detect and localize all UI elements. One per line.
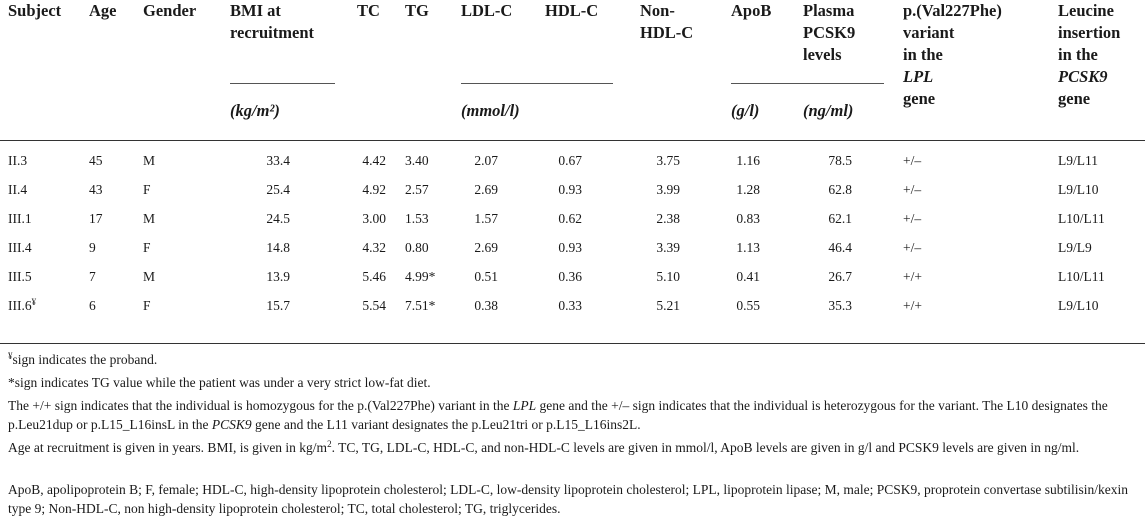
unit-bmi: (kg/m²) bbox=[230, 101, 280, 120]
cell-hdl: 0.93 bbox=[558, 182, 582, 197]
variant-note-b: gene and the +/– sign indicates that the individual is heterozygous for the variant. The L10 designates the p.Leu21dup or p.L15_L16insL in the bbox=[8, 398, 1108, 432]
cell-age: 6 bbox=[89, 298, 96, 313]
cell-gender: M bbox=[143, 269, 156, 284]
cell-leucine: L10/L11 bbox=[1058, 211, 1105, 226]
cell-gender: F bbox=[143, 240, 151, 255]
cell-hdl: 0.62 bbox=[558, 211, 582, 226]
unit-apob: (g/l) bbox=[731, 101, 760, 120]
cell-nonhdl: 3.75 bbox=[656, 153, 680, 168]
cell-ldl: 0.38 bbox=[474, 298, 498, 313]
cell-subject bbox=[8, 239, 32, 257]
header-variant-line5: gene bbox=[903, 89, 936, 108]
cell-tg: 1.53 bbox=[405, 211, 429, 226]
cell-leucine: L9/L10 bbox=[1058, 298, 1099, 313]
footnote-units bbox=[8, 438, 1138, 457]
cell-ldl: 2.69 bbox=[474, 182, 498, 197]
subject-id: III.5 bbox=[8, 269, 32, 284]
header-gender: Gender bbox=[143, 1, 197, 20]
cell-apob: 1.28 bbox=[736, 182, 760, 197]
cell-tc: 5.46 bbox=[362, 269, 386, 284]
table-bottom-rule bbox=[0, 343, 1145, 344]
subject-id: III.1 bbox=[8, 211, 32, 226]
header-age: Age bbox=[89, 1, 117, 20]
footnote-tg-star: *sign indicates TG value while the patient was under a very strict low-fat diet. bbox=[8, 375, 431, 390]
header-variant-line1: p.(Val227Phe) bbox=[903, 1, 1002, 20]
subject-id: III.4 bbox=[8, 240, 32, 255]
header-pcsk9-line2: PCSK9 bbox=[803, 23, 856, 42]
cell-subject bbox=[8, 297, 36, 315]
header-pcsk9-levels bbox=[803, 0, 855, 66]
cell-nonhdl: 5.10 bbox=[656, 269, 680, 284]
cell-variant: +/+ bbox=[903, 298, 922, 313]
cell-subject bbox=[8, 210, 32, 228]
cell-bmi: 24.5 bbox=[266, 211, 290, 226]
header-leucine bbox=[1058, 0, 1120, 110]
cell-apob: 1.16 bbox=[736, 153, 760, 168]
cell-pcsk9: 26.7 bbox=[828, 269, 852, 284]
header-bmi-line1: BMI at bbox=[230, 1, 281, 20]
header-leucine-line2: insertion bbox=[1058, 23, 1121, 42]
cell-tc: 3.00 bbox=[362, 211, 386, 226]
cell-tc: 4.92 bbox=[362, 182, 386, 197]
header-nonhdl-line1: Non- bbox=[640, 1, 675, 20]
cell-tc: 4.32 bbox=[362, 240, 386, 255]
cell-bmi: 13.9 bbox=[266, 269, 290, 284]
cell-ldl: 1.57 bbox=[474, 211, 498, 226]
header-bmi bbox=[230, 0, 314, 44]
units-note-b: . TC, TG, LDL-C, HDL-C, and non-HDL-C levels are given in mmol/l, ApoB levels are given in g/l and PCSK9 levels are given in ng/ml. bbox=[331, 440, 1080, 455]
cell-pcsk9: 35.3 bbox=[828, 298, 852, 313]
subject-id: II.4 bbox=[8, 182, 28, 197]
cell-pcsk9: 62.1 bbox=[828, 211, 852, 226]
proband-marker: ¥ bbox=[31, 297, 37, 307]
header-variant bbox=[903, 0, 1002, 110]
cell-ldl: 2.07 bbox=[474, 153, 498, 168]
header-bmi-line2: recruitment bbox=[230, 23, 314, 42]
cell-ldl: 0.51 bbox=[474, 269, 498, 284]
header-variant-line4: LPL bbox=[903, 67, 934, 86]
cell-variant: +/– bbox=[903, 153, 922, 168]
header-ldl: LDL-C bbox=[461, 1, 513, 20]
cell-age: 43 bbox=[89, 182, 103, 197]
cell-bmi: 25.4 bbox=[266, 182, 290, 197]
cell-nonhdl: 3.99 bbox=[656, 182, 680, 197]
cell-hdl: 0.67 bbox=[558, 153, 582, 168]
cell-hdl: 0.93 bbox=[558, 240, 582, 255]
cell-variant: +/+ bbox=[903, 269, 922, 284]
cell-gender: M bbox=[143, 153, 156, 168]
header-hdl: HDL-C bbox=[545, 1, 599, 20]
cell-tg: 4.99* bbox=[405, 269, 436, 284]
cell-tc: 4.42 bbox=[362, 153, 386, 168]
header-nonhdl-line2: HDL-C bbox=[640, 23, 694, 42]
lipid-unit-rule bbox=[461, 83, 613, 84]
cell-pcsk9: 78.5 bbox=[828, 153, 852, 168]
header-tg: TG bbox=[405, 1, 429, 20]
subject-id: II.3 bbox=[8, 153, 28, 168]
units-note-sup: 2 bbox=[327, 439, 332, 449]
cell-subject bbox=[8, 268, 32, 286]
cell-age: 9 bbox=[89, 240, 96, 255]
cell-age: 17 bbox=[89, 211, 103, 226]
header-nonhdl bbox=[640, 0, 693, 44]
cell-apob: 0.83 bbox=[736, 211, 760, 226]
cell-ldl: 2.69 bbox=[474, 240, 498, 255]
header-leucine-line3: in the bbox=[1058, 45, 1098, 64]
footnote-proband bbox=[8, 350, 157, 369]
cell-tg: 3.40 bbox=[405, 153, 429, 168]
cell-bmi: 15.7 bbox=[266, 298, 290, 313]
cell-variant: +/– bbox=[903, 211, 922, 226]
footnote-variant bbox=[8, 396, 1138, 434]
cell-nonhdl: 3.39 bbox=[656, 240, 680, 255]
header-leucine-line5: gene bbox=[1058, 89, 1091, 108]
cell-variant: +/– bbox=[903, 240, 922, 255]
cell-leucine: L9/L11 bbox=[1058, 153, 1098, 168]
unit-lipids: (mmol/l) bbox=[461, 101, 520, 120]
cell-gender: F bbox=[143, 298, 151, 313]
cell-age: 7 bbox=[89, 269, 96, 284]
header-tc: TC bbox=[357, 1, 380, 20]
variant-note-a: The +/+ sign indicates that the individual is homozygous for the p.(Val227Phe) variant in the bbox=[8, 398, 513, 413]
cell-subject bbox=[8, 181, 27, 199]
apob-pcsk9-unit-rule bbox=[731, 83, 884, 84]
header-variant-line2: variant bbox=[903, 23, 955, 42]
cell-pcsk9: 62.8 bbox=[828, 182, 852, 197]
cell-hdl: 0.33 bbox=[558, 298, 582, 313]
unit-pcsk9: (ng/ml) bbox=[803, 101, 854, 120]
variant-note-c: gene and the L11 variant designates the p.Leu21tri or p.L15_L16ins2L. bbox=[251, 417, 641, 432]
cell-age: 45 bbox=[89, 153, 103, 168]
cell-bmi: 14.8 bbox=[266, 240, 290, 255]
cell-tg: 2.57 bbox=[405, 182, 429, 197]
header-pcsk9-line1: Plasma bbox=[803, 1, 855, 20]
cell-apob: 0.41 bbox=[736, 269, 760, 284]
header-apob: ApoB bbox=[731, 1, 772, 20]
header-bottom-rule bbox=[0, 140, 1145, 141]
header-variant-line3: in the bbox=[903, 45, 943, 64]
cell-tc: 5.54 bbox=[362, 298, 386, 313]
cell-leucine: L9/L10 bbox=[1058, 182, 1099, 197]
cell-hdl: 0.36 bbox=[558, 269, 582, 284]
cell-tg: 0.80 bbox=[405, 240, 429, 255]
cell-apob: 0.55 bbox=[736, 298, 760, 313]
cell-gender: F bbox=[143, 182, 151, 197]
cell-variant: +/– bbox=[903, 182, 922, 197]
cell-gender: M bbox=[143, 211, 156, 226]
proband-text: sign indicates the proband. bbox=[12, 352, 158, 367]
proband-symbol: ¥ bbox=[8, 351, 13, 361]
cell-leucine: L10/L11 bbox=[1058, 269, 1105, 284]
subject-id: III.6 bbox=[8, 298, 32, 313]
variant-note-pcsk9: PCSK9 bbox=[211, 417, 252, 432]
cell-apob: 1.13 bbox=[736, 240, 760, 255]
cell-subject bbox=[8, 152, 27, 170]
bmi-unit-rule bbox=[230, 83, 335, 84]
cell-leucine: L9/L9 bbox=[1058, 240, 1092, 255]
header-leucine-line4: PCSK9 bbox=[1058, 67, 1108, 86]
cell-nonhdl: 2.38 bbox=[656, 211, 680, 226]
header-leucine-line1: Leucine bbox=[1058, 1, 1114, 20]
cell-pcsk9: 46.4 bbox=[828, 240, 852, 255]
cell-tg: 7.51* bbox=[405, 298, 436, 313]
header-subject: Subject bbox=[8, 1, 62, 20]
units-note-a: Age at recruitment is given in years. BMI, is given in kg/m bbox=[8, 440, 328, 455]
variant-note-lpl: LPL bbox=[512, 398, 537, 413]
footnote-abbreviations: ApoB, apolipoprotein B; F, female; HDL-C, high-density lipoprotein cholesterol; LDL-C, low-density lipoprotein cholesterol; LPL, lipoprotein lipase; M, male; PCSK9, proprotein convertase subtilisin/kexin type 9; Non-HDL-C, non high-density lipoprotein cholesterol; TC, total cholesterol; TG, triglycerides. bbox=[8, 482, 1128, 516]
cell-nonhdl: 5.21 bbox=[656, 298, 680, 313]
header-pcsk9-line3: levels bbox=[803, 45, 842, 64]
cell-bmi: 33.4 bbox=[266, 153, 290, 168]
